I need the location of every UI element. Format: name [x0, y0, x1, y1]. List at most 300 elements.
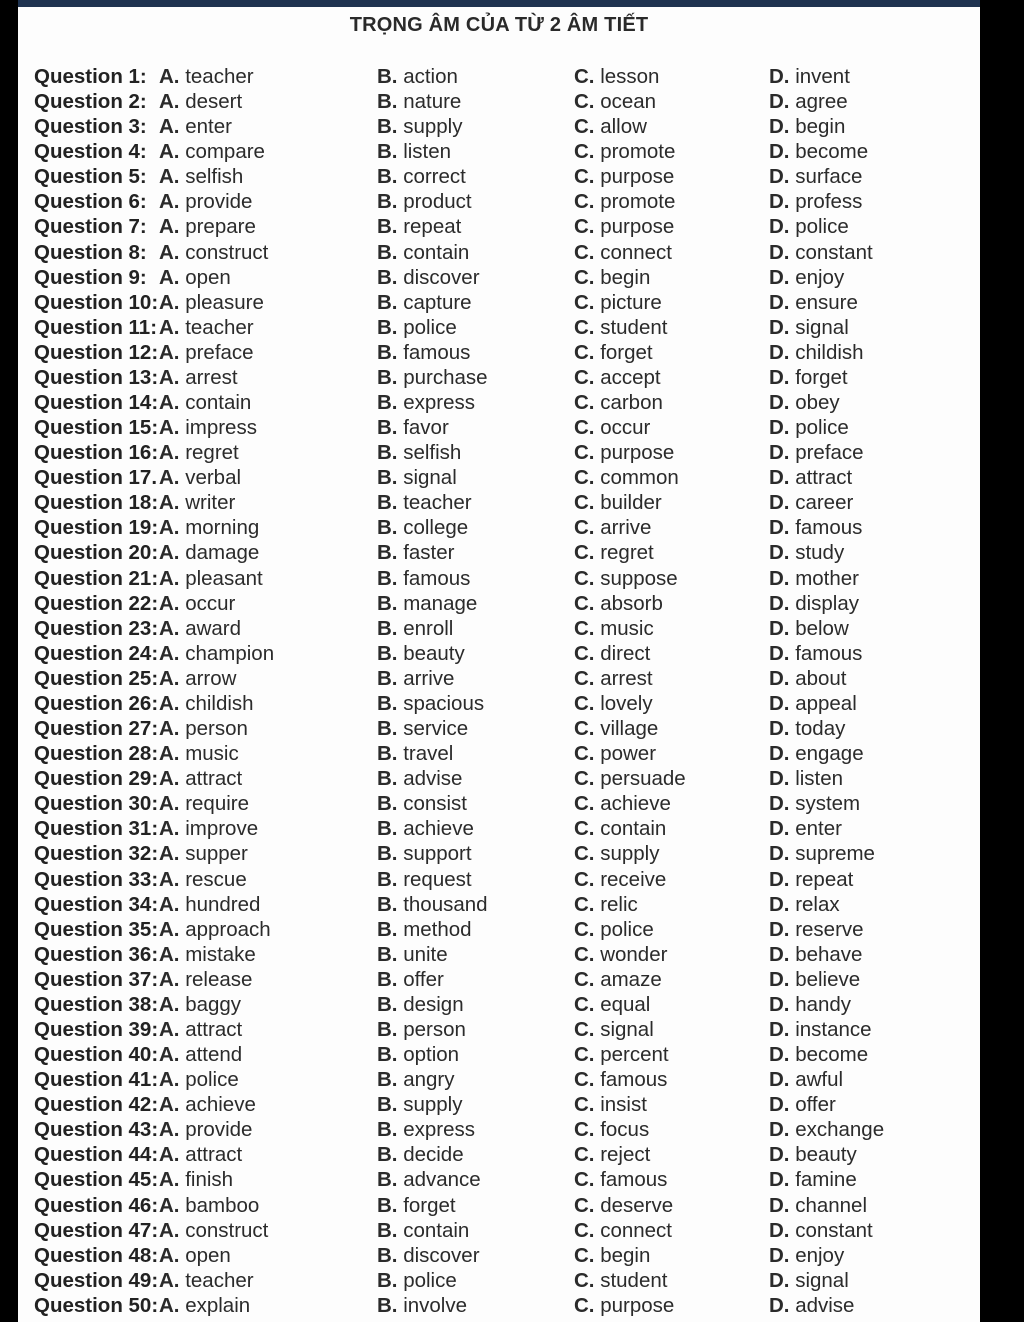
option-word: amaze	[600, 967, 662, 991]
option-letter: B.	[377, 717, 398, 741]
option-letter: A.	[159, 365, 180, 389]
option-word: purpose	[600, 215, 675, 239]
option-c	[574, 64, 659, 89]
option-word: system	[795, 792, 861, 816]
option-d	[769, 917, 864, 942]
option-c	[574, 540, 654, 565]
question-row	[34, 1268, 974, 1293]
option-letter: D.	[769, 1143, 790, 1167]
question-label: Question 20:	[34, 541, 159, 565]
option-word: advise	[403, 767, 463, 791]
option-b	[377, 465, 457, 490]
option-d	[769, 691, 857, 716]
option-word: person	[185, 717, 248, 741]
option-word: construct	[185, 1218, 269, 1242]
option-c	[574, 390, 663, 415]
option-letter: B.	[377, 792, 398, 816]
option-letter: B.	[377, 1093, 398, 1117]
option-word: purpose	[600, 1293, 675, 1317]
option-word: famous	[600, 1168, 668, 1192]
option-d	[769, 967, 860, 992]
option-a	[159, 1042, 242, 1067]
option-word: writer	[185, 491, 236, 515]
option-letter: D.	[769, 742, 790, 766]
option-word: begin	[600, 1243, 651, 1267]
option-letter: D.	[769, 1268, 790, 1292]
option-word: supreme	[795, 842, 875, 866]
option-word: occur	[185, 591, 236, 615]
option-c	[574, 139, 675, 164]
option-b	[377, 967, 444, 992]
option-word: student	[600, 1268, 668, 1292]
option-b	[377, 992, 464, 1017]
question-label: Question 25:	[34, 666, 159, 690]
option-letter: C.	[574, 742, 595, 766]
question-label: Question 45:	[34, 1168, 159, 1192]
option-d	[769, 365, 848, 390]
question-row	[34, 967, 974, 992]
option-letter: D.	[769, 466, 790, 490]
option-c	[574, 591, 663, 616]
option-word: option	[403, 1043, 460, 1067]
option-word: preface	[185, 340, 254, 364]
option-d	[769, 139, 868, 164]
option-letter: A.	[159, 391, 180, 415]
question-label: Question 17.	[34, 466, 158, 490]
option-b	[377, 214, 461, 239]
option-b	[377, 1142, 464, 1167]
option-a	[159, 841, 248, 866]
option-word: involve	[403, 1293, 468, 1317]
question-label: Question 24:	[34, 641, 159, 665]
option-letter: C.	[574, 1168, 595, 1192]
option-a	[159, 1142, 242, 1167]
option-letter: B.	[377, 1243, 398, 1267]
option-a	[159, 566, 263, 591]
option-a	[159, 917, 271, 942]
option-b	[377, 315, 457, 340]
option-word: release	[185, 967, 253, 991]
option-word: receive	[600, 867, 667, 891]
option-word: beauty	[403, 641, 465, 665]
option-letter: D.	[769, 516, 790, 540]
option-letter: D.	[769, 1093, 790, 1117]
option-a	[159, 240, 268, 265]
option-letter: C.	[574, 466, 595, 490]
option-word: police	[403, 315, 457, 339]
option-word: regret	[600, 541, 654, 565]
option-word: consist	[403, 792, 468, 816]
option-letter: D.	[769, 491, 790, 515]
option-word: wonder	[600, 942, 668, 966]
option-letter: D.	[769, 240, 790, 264]
option-word: accept	[600, 365, 661, 389]
question-row	[34, 390, 974, 415]
question-label: Question 6:	[34, 190, 147, 214]
option-letter: B.	[377, 391, 398, 415]
option-c	[574, 265, 650, 290]
option-c	[574, 1092, 647, 1117]
option-d	[769, 340, 864, 365]
option-letter: A.	[159, 1017, 180, 1041]
option-letter: C.	[574, 516, 595, 540]
option-b	[377, 1193, 456, 1218]
option-a	[159, 591, 235, 616]
option-letter: C.	[574, 1093, 595, 1117]
option-letter: B.	[377, 817, 398, 841]
option-word: supply	[403, 115, 463, 139]
question-label: Question 10:	[34, 290, 159, 314]
option-word: arrive	[600, 516, 652, 540]
option-word: famous	[403, 340, 471, 364]
option-word: student	[600, 315, 668, 339]
option-letter: D.	[769, 215, 790, 239]
option-letter: B.	[377, 165, 398, 189]
option-a	[159, 616, 241, 641]
option-b	[377, 791, 467, 816]
option-a	[159, 1193, 259, 1218]
option-d	[769, 114, 845, 139]
option-letter: D.	[769, 666, 790, 690]
option-letter: B.	[377, 140, 398, 164]
option-c	[574, 1167, 667, 1192]
option-word: begin	[600, 265, 651, 289]
option-d	[769, 164, 862, 189]
option-word: construct	[185, 240, 269, 264]
option-word: express	[403, 391, 475, 415]
option-letter: B.	[377, 591, 398, 615]
option-word: signal	[795, 315, 849, 339]
question-label: Question 23:	[34, 616, 159, 640]
option-word: builder	[600, 491, 662, 515]
option-b	[377, 616, 453, 641]
question-label: Question 5:	[34, 165, 147, 189]
option-word: morning	[185, 516, 260, 540]
option-letter: D.	[769, 541, 790, 565]
option-letter: A.	[159, 1093, 180, 1117]
option-letter: C.	[574, 1068, 595, 1092]
question-row	[34, 1218, 974, 1243]
question-label: Question 36:	[34, 942, 159, 966]
option-letter: A.	[159, 1268, 180, 1292]
question-row	[34, 942, 974, 967]
option-word: constant	[795, 1218, 873, 1242]
option-word: picture	[600, 290, 662, 314]
option-b	[377, 816, 474, 841]
option-word: agree	[795, 90, 848, 114]
question-row	[34, 1193, 974, 1218]
option-word: promote	[600, 140, 676, 164]
option-word: relic	[600, 892, 638, 916]
option-letter: C.	[574, 591, 595, 615]
option-b	[377, 741, 453, 766]
question-row	[34, 440, 974, 465]
option-letter: B.	[377, 1168, 398, 1192]
option-word: angry	[403, 1068, 455, 1092]
question-label: Question 46:	[34, 1193, 159, 1217]
option-c	[574, 214, 674, 239]
option-word: contain	[185, 391, 252, 415]
question-label: Question 19:	[34, 516, 159, 540]
question-row	[34, 64, 974, 89]
option-c	[574, 917, 654, 942]
option-letter: D.	[769, 1068, 790, 1092]
option-word: repeat	[403, 215, 462, 239]
option-d	[769, 465, 852, 490]
option-word: achieve	[403, 817, 474, 841]
option-word: bamboo	[185, 1193, 260, 1217]
option-letter: B.	[377, 416, 398, 440]
option-d	[769, 766, 843, 791]
option-b	[377, 89, 461, 114]
option-word: correct	[403, 165, 466, 189]
question-label: Question 9:	[34, 265, 147, 289]
option-letter: B.	[377, 917, 398, 941]
question-label: Question 31:	[34, 817, 159, 841]
option-word: mistake	[185, 942, 256, 966]
option-a	[159, 691, 254, 716]
question-row	[34, 139, 974, 164]
option-d	[769, 741, 864, 766]
question-row	[34, 1293, 974, 1318]
question-label: Question 11:	[34, 315, 158, 339]
option-letter: A.	[159, 1118, 180, 1142]
option-letter: D.	[769, 842, 790, 866]
option-word: achieve	[185, 1093, 256, 1117]
option-word: obey	[795, 391, 840, 415]
option-letter: D.	[769, 365, 790, 389]
option-word: attend	[185, 1043, 243, 1067]
option-letter: D.	[769, 591, 790, 615]
option-word: today	[795, 717, 846, 741]
option-word: begin	[795, 115, 846, 139]
option-word: express	[403, 1118, 475, 1142]
option-letter: C.	[574, 616, 595, 640]
option-letter: A.	[159, 641, 180, 665]
option-letter: D.	[769, 691, 790, 715]
option-letter: D.	[769, 416, 790, 440]
option-word: police	[795, 215, 849, 239]
option-d	[769, 315, 849, 340]
option-word: improve	[185, 817, 259, 841]
option-letter: D.	[769, 1168, 790, 1192]
question-row	[34, 741, 974, 766]
question-label: Question 34:	[34, 892, 159, 916]
option-letter: C.	[574, 1268, 595, 1292]
option-d	[769, 1042, 868, 1067]
option-letter: C.	[574, 641, 595, 665]
option-b	[377, 1268, 457, 1293]
option-word: pleasant	[185, 566, 263, 590]
option-word: famous	[403, 566, 471, 590]
question-row	[34, 365, 974, 390]
question-row	[34, 1167, 974, 1192]
option-word: listen	[403, 140, 452, 164]
option-word: beauty	[795, 1143, 857, 1167]
option-word: thousand	[403, 892, 488, 916]
option-b	[377, 1092, 462, 1117]
option-d	[769, 1243, 844, 1268]
option-letter: D.	[769, 90, 790, 114]
option-d	[769, 1067, 843, 1092]
option-word: focus	[600, 1118, 650, 1142]
option-letter: A.	[159, 516, 180, 540]
option-letter: A.	[159, 1143, 180, 1167]
option-b	[377, 1167, 481, 1192]
option-letter: B.	[377, 1068, 398, 1092]
option-a	[159, 1167, 233, 1192]
option-word: suppose	[600, 566, 678, 590]
option-word: display	[795, 591, 860, 615]
option-letter: C.	[574, 666, 595, 690]
option-letter: C.	[574, 717, 595, 741]
option-word: advise	[795, 1293, 855, 1317]
option-letter: C.	[574, 541, 595, 565]
option-letter: B.	[377, 942, 398, 966]
option-letter: B.	[377, 892, 398, 916]
option-b	[377, 490, 472, 515]
option-word: unite	[403, 942, 448, 966]
option-word: below	[795, 616, 849, 640]
option-c	[574, 365, 661, 390]
option-letter: B.	[377, 1218, 398, 1242]
option-word: baggy	[185, 992, 242, 1016]
option-word: desert	[185, 90, 243, 114]
option-letter: D.	[769, 767, 790, 791]
question-row	[34, 1243, 974, 1268]
option-word: childish	[795, 340, 864, 364]
option-word: music	[185, 742, 239, 766]
option-word: awful	[795, 1068, 844, 1092]
option-letter: B.	[377, 992, 398, 1016]
option-a	[159, 189, 252, 214]
option-c	[574, 515, 651, 540]
option-letter: B.	[377, 616, 398, 640]
option-a	[159, 1293, 250, 1318]
option-c	[574, 716, 658, 741]
option-letter: A.	[159, 867, 180, 891]
option-word: selfish	[185, 165, 244, 189]
option-letter: C.	[574, 416, 595, 440]
option-c	[574, 465, 679, 490]
option-b	[377, 666, 454, 691]
option-word: action	[403, 65, 458, 88]
option-c	[574, 867, 666, 892]
option-a	[159, 164, 243, 189]
option-b	[377, 1293, 467, 1318]
option-word: purpose	[600, 165, 675, 189]
option-a	[159, 666, 236, 691]
option-word: absorb	[600, 591, 663, 615]
option-letter: B.	[377, 315, 398, 339]
option-letter: D.	[769, 942, 790, 966]
question-row	[34, 716, 974, 741]
option-word: supply	[600, 842, 660, 866]
option-word: surface	[795, 165, 863, 189]
option-letter: A.	[159, 842, 180, 866]
option-c	[574, 666, 653, 691]
option-letter: A.	[159, 691, 180, 715]
option-letter: C.	[574, 691, 595, 715]
question-row	[34, 1117, 974, 1142]
option-word: attract	[185, 767, 243, 791]
option-c	[574, 415, 650, 440]
question-row	[34, 515, 974, 540]
option-letter: A.	[159, 992, 180, 1016]
option-letter: B.	[377, 1017, 398, 1041]
option-d	[769, 716, 845, 741]
option-letter: A.	[159, 1193, 180, 1217]
option-word: believe	[795, 967, 861, 991]
option-letter: D.	[769, 1293, 790, 1317]
question-label: Question 49:	[34, 1268, 159, 1292]
option-letter: D.	[769, 165, 790, 189]
question-list	[34, 64, 974, 1318]
option-word: signal	[600, 1017, 654, 1041]
option-word: direct	[600, 641, 651, 665]
option-letter: D.	[769, 340, 790, 364]
option-word: persuade	[600, 767, 686, 791]
option-word: nature	[403, 90, 462, 114]
option-d	[769, 1142, 857, 1167]
question-label: Question 43:	[34, 1118, 159, 1142]
option-word: relax	[795, 892, 840, 916]
option-d	[769, 440, 864, 465]
option-c	[574, 1243, 650, 1268]
option-word: discover	[403, 265, 480, 289]
option-letter: C.	[574, 1043, 595, 1067]
option-a	[159, 540, 259, 565]
option-d	[769, 1268, 849, 1293]
option-word: instance	[795, 1017, 872, 1041]
option-letter: D.	[769, 792, 790, 816]
option-word: forget	[795, 365, 848, 389]
question-label: Question 39:	[34, 1017, 159, 1041]
option-letter: A.	[159, 290, 180, 314]
option-d	[769, 641, 862, 666]
question-label: Question 41:	[34, 1068, 159, 1092]
option-letter: A.	[159, 140, 180, 164]
question-row	[34, 917, 974, 942]
option-letter: D.	[769, 290, 790, 314]
option-letter: D.	[769, 566, 790, 590]
option-letter: D.	[769, 1118, 790, 1142]
option-d	[769, 591, 859, 616]
option-b	[377, 892, 488, 917]
option-word: police	[795, 416, 849, 440]
option-letter: A.	[159, 717, 180, 741]
option-word: rescue	[185, 867, 247, 891]
option-a	[159, 1117, 252, 1142]
option-c	[574, 967, 662, 992]
option-b	[377, 290, 472, 315]
option-letter: D.	[769, 315, 790, 339]
option-letter: D.	[769, 892, 790, 916]
question-label: Question 48:	[34, 1243, 159, 1267]
question-row	[34, 591, 974, 616]
option-c	[574, 315, 667, 340]
question-row	[34, 841, 974, 866]
option-word: enroll	[403, 616, 454, 640]
question-label: Question 26:	[34, 691, 159, 715]
option-letter: A.	[159, 1218, 180, 1242]
option-a	[159, 967, 252, 992]
question-label: Question 8:	[34, 240, 147, 264]
option-word: about	[795, 666, 847, 690]
option-b	[377, 641, 465, 666]
option-word: open	[185, 1243, 231, 1267]
option-a	[159, 114, 232, 139]
